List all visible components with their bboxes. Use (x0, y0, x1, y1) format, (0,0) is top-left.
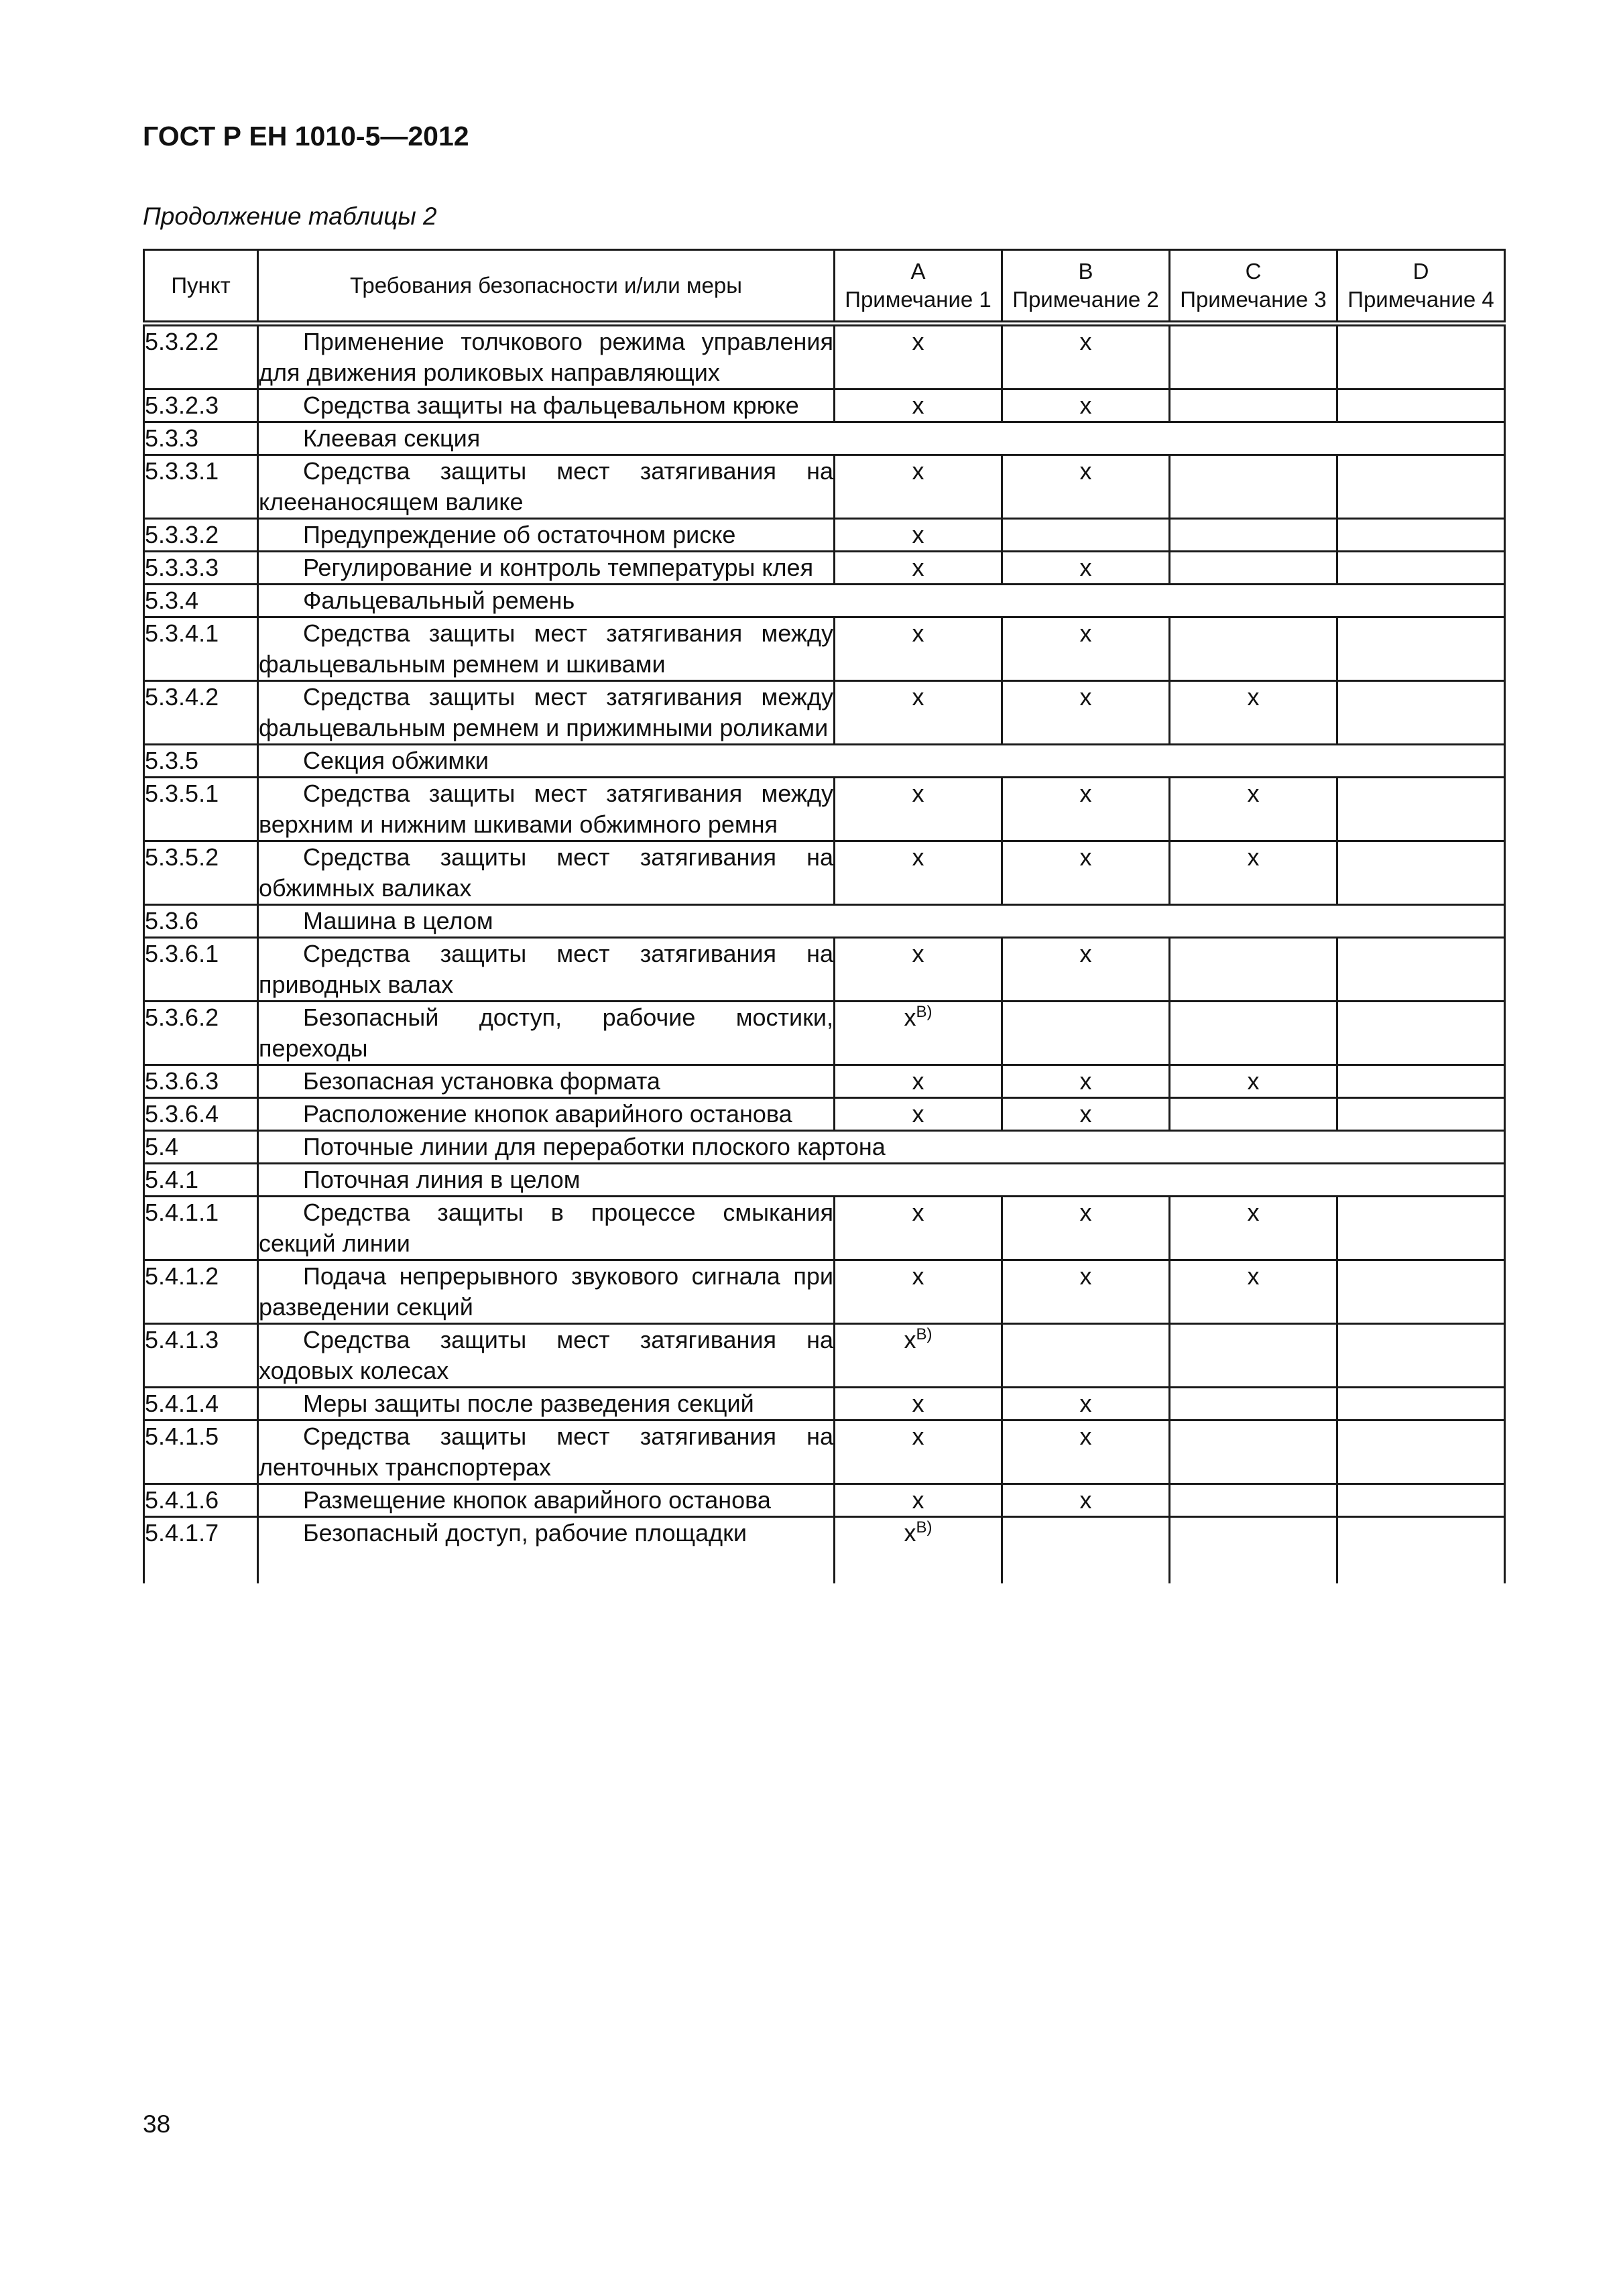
mark-value: x (1079, 1067, 1092, 1095)
mark-value: x (912, 683, 924, 711)
row-mark-a (835, 552, 1002, 585)
row-mark-c (1170, 1197, 1337, 1260)
table-body (144, 324, 1505, 1584)
row-clause-number: 5.3.3.1 (144, 455, 258, 519)
row-mark-b (1002, 389, 1170, 422)
row-requirement-text: Средства защиты мест затягивания на приводных валах (258, 938, 835, 1002)
mark-value: x (1247, 843, 1260, 871)
row-mark-d (1337, 681, 1505, 745)
table-row (144, 1098, 1505, 1131)
row-mark-c (1170, 455, 1337, 519)
row-mark-a (835, 778, 1002, 841)
row-requirement-text: Средства защиты мест затягивания на ходовых колесах (258, 1324, 835, 1388)
row-mark-a (835, 324, 1002, 389)
row-requirement-text: Средства защиты мест затягивания между фальцевальным ремнем и прижимными роликами (258, 681, 835, 745)
row-mark-a (835, 389, 1002, 422)
row-mark-b (1002, 1260, 1170, 1324)
table-row (144, 519, 1505, 552)
row-mark-b (1002, 1484, 1170, 1517)
row-mark-c (1170, 324, 1337, 389)
row-mark-b (1002, 455, 1170, 519)
table-row (144, 1388, 1505, 1421)
table-section-row (144, 422, 1505, 455)
row-mark-d (1337, 1421, 1505, 1484)
row-requirement-text: Безопасный доступ, рабочие площадки (258, 1517, 835, 1584)
mark-value: x (1247, 1199, 1260, 1226)
mark-value: x (912, 1100, 924, 1128)
row-mark-d (1337, 778, 1505, 841)
row-mark-c (1170, 938, 1337, 1002)
row-mark-c (1170, 1002, 1337, 1065)
column-header-b-note: Примечание 2 (1012, 287, 1159, 312)
column-header-punkt-label: Пункт (171, 273, 231, 298)
row-mark-a (835, 1098, 1002, 1131)
row-requirement-text: Средства защиты мест затягивания между верхним и нижним шкивами обжимного ремня (258, 778, 835, 841)
mark-value: x (912, 619, 924, 647)
column-header-c-letter: C (1245, 259, 1262, 284)
table-row (144, 681, 1505, 745)
table-section-row (144, 585, 1505, 617)
table-row (144, 1197, 1505, 1260)
mark-value: x (1079, 1390, 1092, 1417)
row-mark-b (1002, 324, 1170, 389)
mark-value: x (1247, 683, 1260, 711)
row-clause-number: 5.3.4 (144, 585, 258, 617)
row-mark-a (835, 1421, 1002, 1484)
row-mark-c (1170, 552, 1337, 585)
row-mark-a (835, 1260, 1002, 1324)
row-mark-a (835, 1324, 1002, 1388)
row-mark-b (1002, 778, 1170, 841)
table-section-row (144, 905, 1505, 938)
row-mark-a (835, 455, 1002, 519)
mark-value: x (912, 1262, 924, 1290)
row-mark-c (1170, 778, 1337, 841)
row-requirement-text: Регулирование и контроль температуры клея (258, 552, 835, 585)
row-clause-number: 5.3.3.3 (144, 552, 258, 585)
row-requirement-text: Предупреждение об остаточном риске (258, 519, 835, 552)
column-header-d-letter: D (1412, 259, 1429, 284)
mark-footnote-ref: B) (916, 1003, 933, 1021)
mark-value: x (1079, 1423, 1092, 1450)
row-clause-number: 5.4.1.3 (144, 1324, 258, 1388)
row-mark-b (1002, 519, 1170, 552)
mark-value: x (912, 554, 924, 581)
row-mark-c (1170, 1324, 1337, 1388)
row-clause-number: 5.3.5.2 (144, 841, 258, 905)
row-clause-number: 5.3.4.2 (144, 681, 258, 745)
row-clause-number: 5.4.1.1 (144, 1197, 258, 1260)
row-mark-b (1002, 1324, 1170, 1388)
row-mark-b (1002, 552, 1170, 585)
row-mark-b (1002, 1065, 1170, 1098)
row-section-title: Поточные линии для переработки плоского картона (258, 1131, 1505, 1164)
row-mark-d (1337, 1197, 1505, 1260)
mark-value: x (1079, 1262, 1092, 1290)
row-mark-a (835, 1002, 1002, 1065)
row-requirement-text: Средства защиты мест затягивания между фальцевальным ремнем и шкивами (258, 617, 835, 681)
mark-value: x (912, 843, 924, 871)
mark-value: x (912, 1423, 924, 1450)
row-clause-number: 5.3.6.3 (144, 1065, 258, 1098)
mark-value: x (1079, 457, 1092, 485)
row-mark-b (1002, 1098, 1170, 1131)
mark-value: x (912, 1390, 924, 1417)
mark-value: x (912, 521, 924, 548)
table-row (144, 324, 1505, 389)
table-section-row (144, 745, 1505, 778)
column-header-c-note: Примечание 3 (1180, 287, 1327, 312)
row-requirement-text: Средства защиты мест затягивания на обжимных валиках (258, 841, 835, 905)
row-mark-d (1337, 1324, 1505, 1388)
table-row (144, 455, 1505, 519)
row-mark-c (1170, 1421, 1337, 1484)
mark-value: x (1079, 1486, 1092, 1514)
mark-value: x (912, 457, 924, 485)
row-clause-number: 5.3.6.1 (144, 938, 258, 1002)
row-mark-c (1170, 389, 1337, 422)
row-section-title: Фальцевальный ремень (258, 585, 1505, 617)
column-header-d-note: Примечание 4 (1347, 287, 1494, 312)
row-clause-number: 5.4 (144, 1131, 258, 1164)
table-row (144, 389, 1505, 422)
row-mark-c (1170, 617, 1337, 681)
table-row (144, 1260, 1505, 1324)
mark-footnote-ref: B) (916, 1325, 933, 1343)
row-clause-number: 5.3.5.1 (144, 778, 258, 841)
table-section-row (144, 1131, 1505, 1164)
table-row (144, 938, 1505, 1002)
column-header-a-note: Примечание 1 (845, 287, 991, 312)
row-mark-d (1337, 519, 1505, 552)
row-mark-c (1170, 1098, 1337, 1131)
row-mark-b (1002, 938, 1170, 1002)
mark-value: x (1079, 683, 1092, 711)
column-header-d (1337, 250, 1505, 324)
document-title: ГОСТ Р ЕН 1010-5—2012 (143, 121, 469, 152)
row-clause-number: 5.3.3.2 (144, 519, 258, 552)
mark-value: x (1079, 940, 1092, 967)
column-header-c (1170, 250, 1337, 324)
table-row (144, 1324, 1505, 1388)
row-requirement-text: Средства защиты мест затягивания на ленточных транспортерах (258, 1421, 835, 1484)
table-header-row (144, 250, 1505, 324)
mark-value: x (1079, 780, 1092, 807)
mark-value: x (912, 1067, 924, 1095)
row-mark-b (1002, 1002, 1170, 1065)
row-requirement-text: Меры защиты после разведения секций (258, 1388, 835, 1421)
row-mark-b (1002, 1421, 1170, 1484)
table-row (144, 1421, 1505, 1484)
row-mark-d (1337, 938, 1505, 1002)
row-requirement-text: Средства защиты на фальцевальном крюке (258, 389, 835, 422)
row-clause-number: 5.4.1 (144, 1164, 258, 1197)
mark-value: x (1247, 1262, 1260, 1290)
row-mark-d (1337, 841, 1505, 905)
row-clause-number: 5.4.1.5 (144, 1421, 258, 1484)
column-header-punkt (144, 250, 258, 324)
mark-value: x (912, 940, 924, 967)
row-requirement-text: Подача непрерывного звукового сигнала при разведении секций (258, 1260, 835, 1324)
mark-value: x (912, 1486, 924, 1514)
row-mark-d (1337, 1002, 1505, 1065)
row-mark-d (1337, 1098, 1505, 1131)
mark-value: x (912, 391, 924, 419)
row-mark-a (835, 1197, 1002, 1260)
row-section-title: Клеевая секция (258, 422, 1505, 455)
row-clause-number: 5.3.4.1 (144, 617, 258, 681)
row-requirement-text: Средства защиты в процессе смыкания секций линии (258, 1197, 835, 1260)
mark-value: x (1247, 780, 1260, 807)
mark-value: x (912, 328, 924, 355)
mark-value: x (1079, 1100, 1092, 1128)
row-mark-c (1170, 1484, 1337, 1517)
row-mark-d (1337, 1484, 1505, 1517)
table-section-row (144, 1164, 1505, 1197)
row-clause-number: 5.3.2.3 (144, 389, 258, 422)
row-mark-b (1002, 1197, 1170, 1260)
row-mark-d (1337, 324, 1505, 389)
mark-value: x (904, 1519, 916, 1547)
table-row (144, 1002, 1505, 1065)
column-header-a-letter: A (910, 259, 926, 284)
row-mark-d (1337, 455, 1505, 519)
row-clause-number: 5.4.1.6 (144, 1484, 258, 1517)
mark-value: x (1079, 1199, 1092, 1226)
row-mark-a (835, 519, 1002, 552)
mark-value: x (912, 780, 924, 807)
requirements-table (143, 249, 1506, 1583)
row-mark-d (1337, 552, 1505, 585)
row-requirement-text: Средства защиты мест затягивания на клеенаносящем валике (258, 455, 835, 519)
page-number: 38 (143, 2110, 171, 2138)
row-section-title: Секция обжимки (258, 745, 1505, 778)
row-requirement-text: Расположение кнопок аварийного останова (258, 1098, 835, 1131)
row-clause-number: 5.4.1.4 (144, 1388, 258, 1421)
row-mark-a (835, 617, 1002, 681)
row-mark-b (1002, 841, 1170, 905)
row-mark-a (835, 841, 1002, 905)
row-mark-c (1170, 1388, 1337, 1421)
mark-value: x (1079, 843, 1092, 871)
column-header-b (1002, 250, 1170, 324)
row-clause-number: 5.3.5 (144, 745, 258, 778)
row-section-title: Машина в целом (258, 905, 1505, 938)
row-mark-d (1337, 1260, 1505, 1324)
mark-value: x (904, 1004, 916, 1031)
row-clause-number: 5.4.1.2 (144, 1260, 258, 1324)
row-mark-d (1337, 1517, 1505, 1584)
row-mark-c (1170, 519, 1337, 552)
column-header-requirements-label: Требования безопасности и/или меры (350, 273, 742, 298)
mark-value: x (912, 1199, 924, 1226)
row-mark-a (835, 1484, 1002, 1517)
row-clause-number: 5.3.6 (144, 905, 258, 938)
column-header-a (835, 250, 1002, 324)
row-clause-number: 5.3.6.2 (144, 1002, 258, 1065)
table-row (144, 778, 1505, 841)
row-requirement-text: Применение толчкового режима управления для движения роликовых направляющих (258, 324, 835, 389)
table-row (144, 1065, 1505, 1098)
row-mark-b (1002, 1517, 1170, 1584)
mark-value: x (1079, 391, 1092, 419)
table-row (144, 617, 1505, 681)
row-mark-a (835, 1517, 1002, 1584)
table-row (144, 552, 1505, 585)
row-mark-d (1337, 389, 1505, 422)
mark-value: x (1247, 1067, 1260, 1095)
row-mark-a (835, 938, 1002, 1002)
mark-value: x (1079, 328, 1092, 355)
row-mark-a (835, 1388, 1002, 1421)
row-mark-c (1170, 681, 1337, 745)
row-mark-c (1170, 1065, 1337, 1098)
row-clause-number: 5.4.1.7 (144, 1517, 258, 1584)
row-mark-a (835, 1065, 1002, 1098)
table-row (144, 841, 1505, 905)
row-mark-b (1002, 681, 1170, 745)
table-row (144, 1517, 1505, 1584)
row-mark-c (1170, 1517, 1337, 1584)
mark-value: x (1079, 619, 1092, 647)
column-header-b-letter: B (1078, 259, 1093, 284)
row-mark-b (1002, 1388, 1170, 1421)
row-requirement-text: Безопасный доступ, рабочие мостики, переходы (258, 1002, 835, 1065)
row-mark-d (1337, 617, 1505, 681)
column-header-requirements (258, 250, 835, 324)
mark-footnote-ref: B) (916, 1518, 933, 1536)
row-mark-d (1337, 1388, 1505, 1421)
row-mark-b (1002, 617, 1170, 681)
row-clause-number: 5.3.3 (144, 422, 258, 455)
row-requirement-text: Безопасная установка формата (258, 1065, 835, 1098)
table-caption: Продолжение таблицы 2 (143, 202, 437, 230)
row-mark-a (835, 681, 1002, 745)
row-mark-c (1170, 841, 1337, 905)
row-mark-c (1170, 1260, 1337, 1324)
mark-value: x (904, 1326, 916, 1353)
row-section-title: Поточная линия в целом (258, 1164, 1505, 1197)
row-clause-number: 5.3.6.4 (144, 1098, 258, 1131)
row-clause-number: 5.3.2.2 (144, 324, 258, 389)
table-row (144, 1484, 1505, 1517)
mark-value: x (1079, 554, 1092, 581)
row-mark-d (1337, 1065, 1505, 1098)
row-requirement-text: Размещение кнопок аварийного останова (258, 1484, 835, 1517)
